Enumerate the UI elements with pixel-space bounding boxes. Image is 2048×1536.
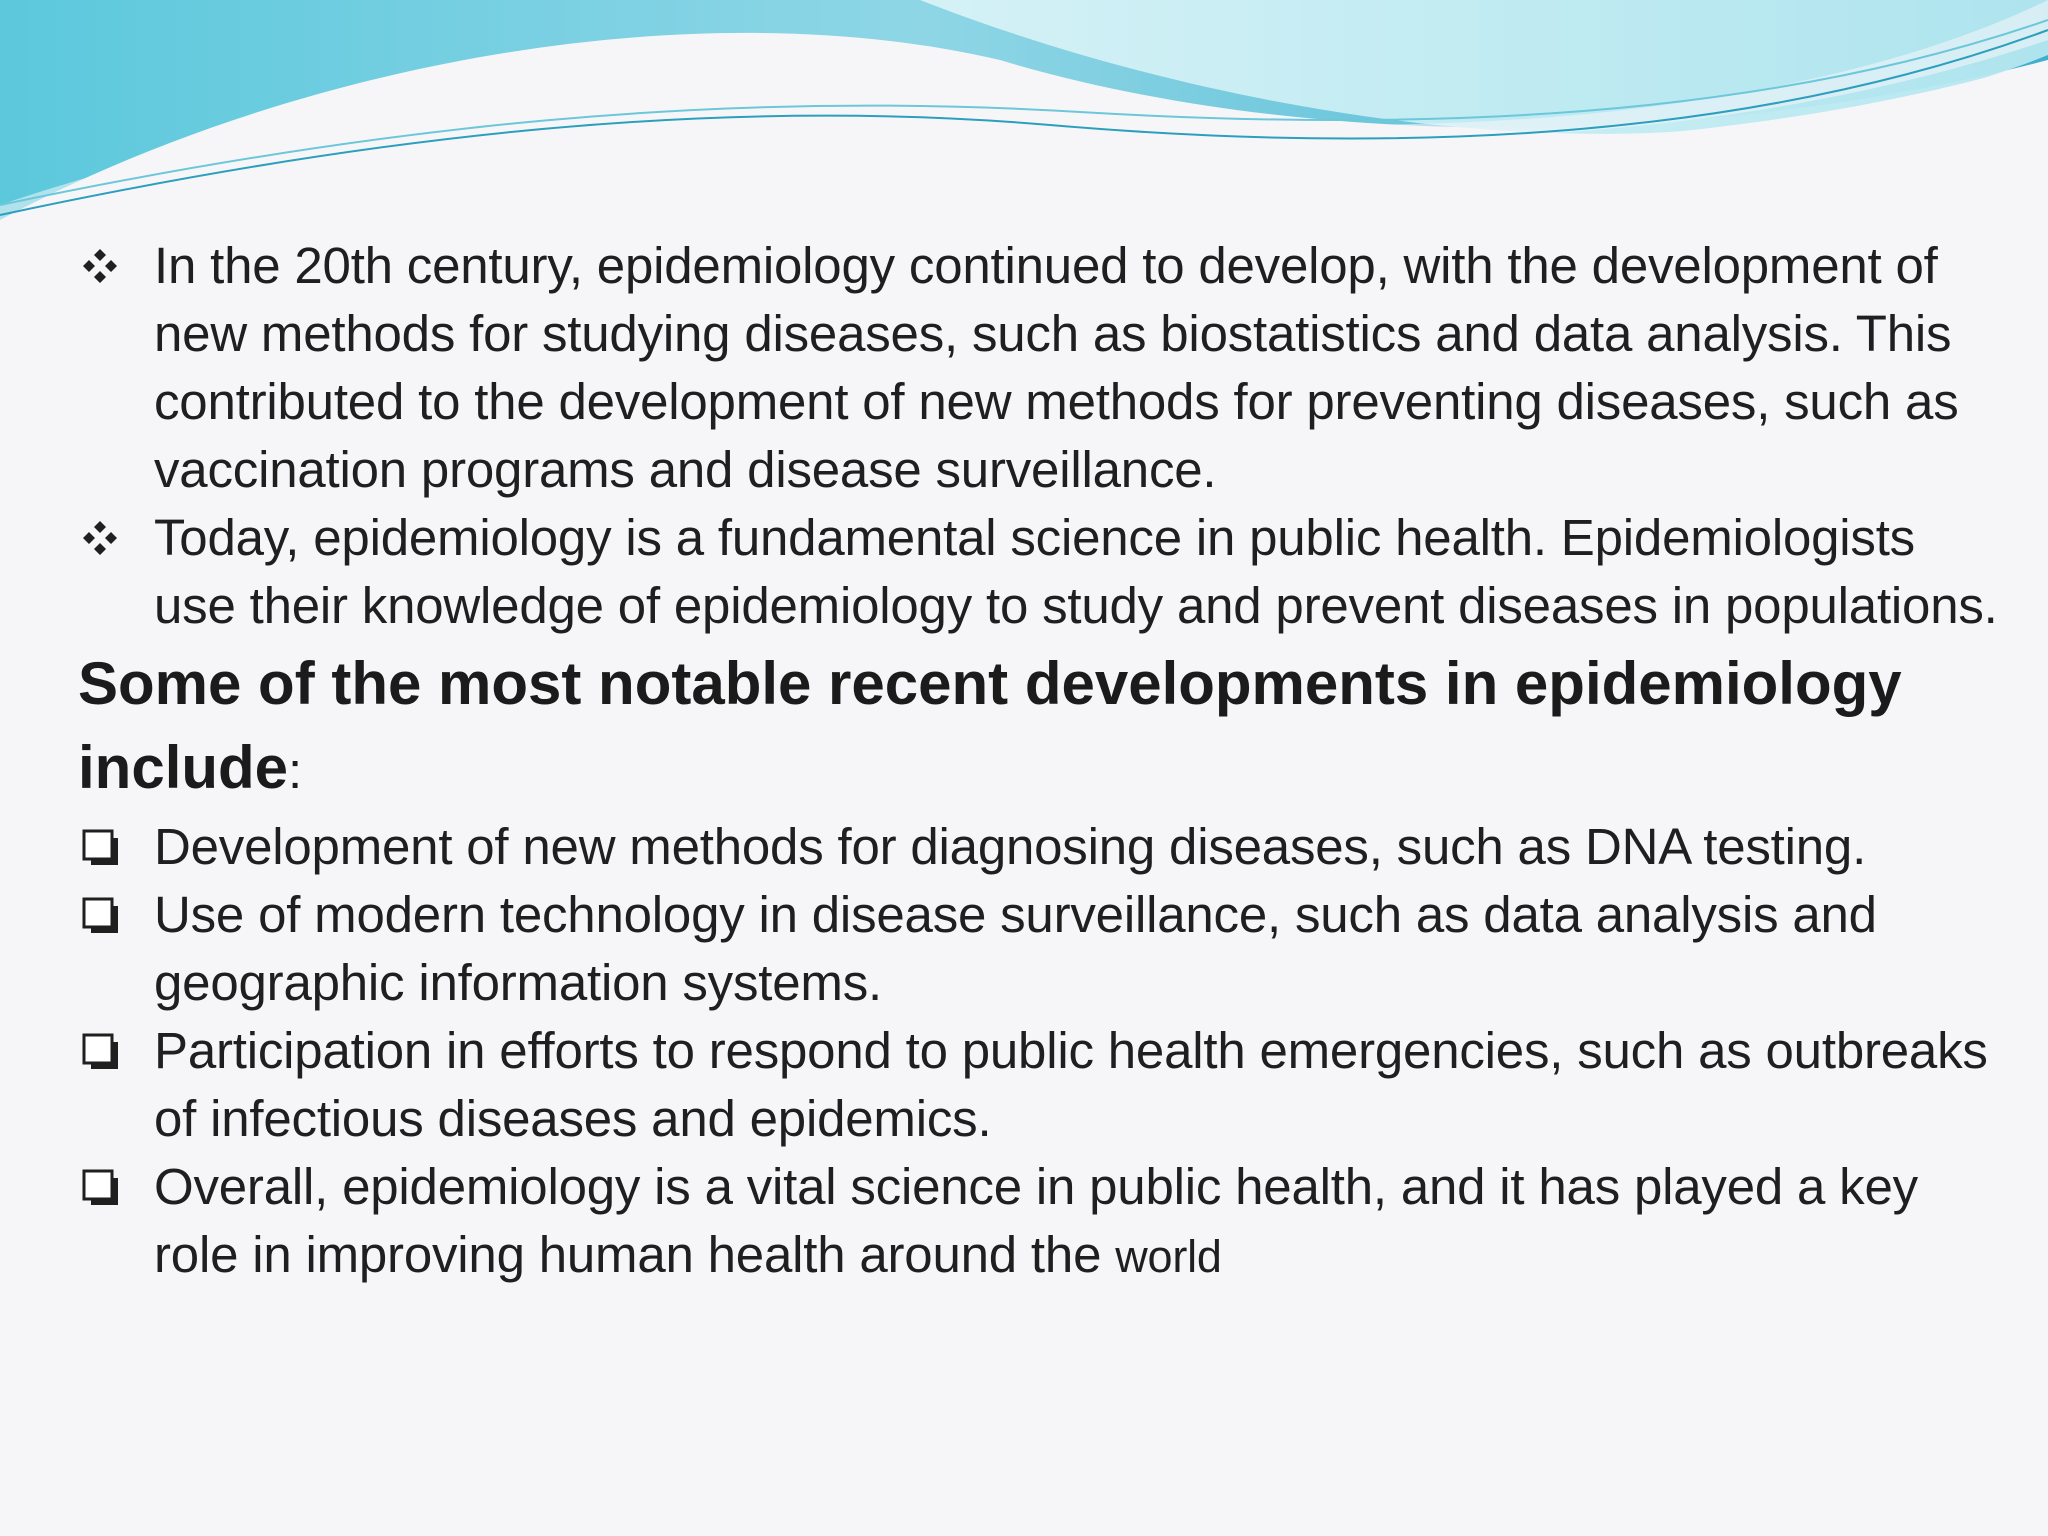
development-bullet-tail: world (1115, 1231, 1222, 1282)
section-heading-text: Some of the most notable recent developments in epidemiology include (78, 650, 1902, 801)
development-bullet-text: Use of modern technology in disease surveillance, such as data analysis and geographic information systems. (154, 886, 1877, 1011)
development-bullet (78, 1017, 2008, 1153)
development-bullet-text: Overall, epidemiology is a vital science in public health, and it has played a key role in improving human health around the (154, 1158, 1918, 1283)
development-bullet (78, 1153, 2008, 1291)
checkbox-square-icon (78, 881, 128, 949)
checkbox-square-icon (78, 1017, 128, 1085)
development-bullet-text: Development of new methods for diagnosing diseases, such as DNA testing. (154, 818, 1867, 875)
four-diamond-icon (78, 232, 128, 300)
header-wave-decoration (0, 0, 2048, 240)
four-diamond-icon (78, 504, 128, 572)
intro-bullet (78, 504, 2008, 640)
slide-content (78, 232, 2008, 1291)
intro-bullet-text: Today, epidemiology is a fundamental science in public health. Epidemiologists use their knowledge of epidemiology to study and prevent diseases in populations. (154, 509, 1998, 634)
development-bullet-list (78, 813, 2008, 1291)
development-bullet (78, 881, 2008, 1017)
development-bullet-text: Participation in efforts to respond to public health emergencies, such as outbreaks of infectious diseases and epidemics. (154, 1022, 1988, 1147)
checkbox-square-icon (78, 1153, 128, 1221)
checkbox-square-icon (78, 813, 128, 881)
development-bullet (78, 813, 2008, 881)
intro-bullet-list (78, 232, 2008, 640)
intro-bullet-text: In the 20th century, epidemiology continued to develop, with the development of new methods for studying diseases, such as biostatistics and data analysis. This contributed to the development of new methods for preventing diseases, such as vaccination programs and disease surveillance. (154, 237, 1959, 498)
section-heading (78, 642, 2008, 813)
section-heading-colon: : (288, 742, 303, 799)
intro-bullet (78, 232, 2008, 504)
